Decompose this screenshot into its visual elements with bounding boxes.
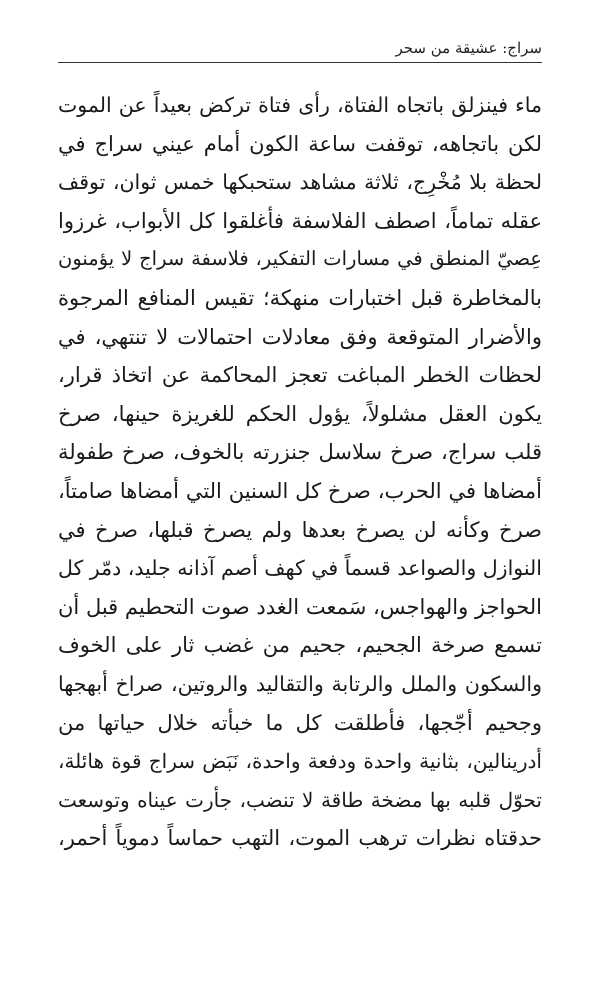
text-line: أمضاها في الحرب، صرخ كل السنين التي أمضاها صامتاً، (58, 478, 542, 503)
text-line: لكن باتجاهه، توقفت ساعة الكون أمام عيني سراج في (58, 131, 542, 156)
text-line: حدقتاه نظرات ترهب الموت، التهب حماساً دموياً أحمر، (58, 826, 542, 851)
text-line: والسكون والملل والرتابة والتقاليد والروتين، صراخ أبهجها (58, 671, 542, 696)
text-line: والأضرار المتوقعة وفق معادلات احتمالات لا تنتهي، في (58, 324, 542, 349)
running-header: سراج: عشيقة من سحر (58, 38, 542, 63)
text-line: ماء فينزلق باتجاه الفتاة، رأى فتاة تركض بعيداً عن الموت (58, 93, 542, 117)
text-line: بالمخاطرة قبل اختبارات منهكة؛ تقيس المنافع المرجوة (58, 285, 542, 310)
text-line: لحظات الخطر المباغت تعجز المحاكمة عن اتخاذ قرار، (58, 363, 542, 388)
text-line: تحوّل قلبه بها مضخة طاقة لا تنضب، جأرت عيناه وتوسعت (58, 787, 542, 812)
text-line: النوازل والصواعد قسماً في كهف أصم آذانه جليد، دمّر كل (58, 556, 542, 581)
text-line: قلب سراج، صرخ سلاسل جنزرته بالخوف، صرخ طفولة (58, 440, 542, 465)
text-line: عِصيّ المنطق في مسارات التفكير، فلاسفة سراج لا يؤمنون (58, 247, 542, 271)
text-line: وجحيم أجّجها، فأطلقت كل ما خبأته خلال حياتها من (58, 710, 542, 735)
text-line: لحظة بلا مُخْرِج، ثلاثة مشاهد ستحبكها خمس ثوان، توقف (58, 170, 542, 195)
text-line: صرخ وكأنه لن يصرخ بعدها ولم يصرخ قبلها، صرخ في (58, 517, 542, 542)
text-line: عقله تماماً، اصطف الفلاسفة فأغلقوا كل الأبواب، غرزوا (58, 208, 542, 233)
text-line: أدرينالين، بثانية واحدة ودفعة واحدة، نَبَض سراج قوة هائلة، (58, 749, 542, 774)
body-text (58, 86, 542, 858)
text-line: الحواجز والهواجس، سَمعت الغدد صوت التحطيم قبل أن (58, 594, 542, 619)
text-line: تسمع صرخة الجحيم، جحيم من غضب ثار على الخوف (58, 633, 542, 658)
text-line: يكون العقل مشلولاً، يؤول الحكم للغريزة حينها، صرخ (58, 401, 542, 426)
